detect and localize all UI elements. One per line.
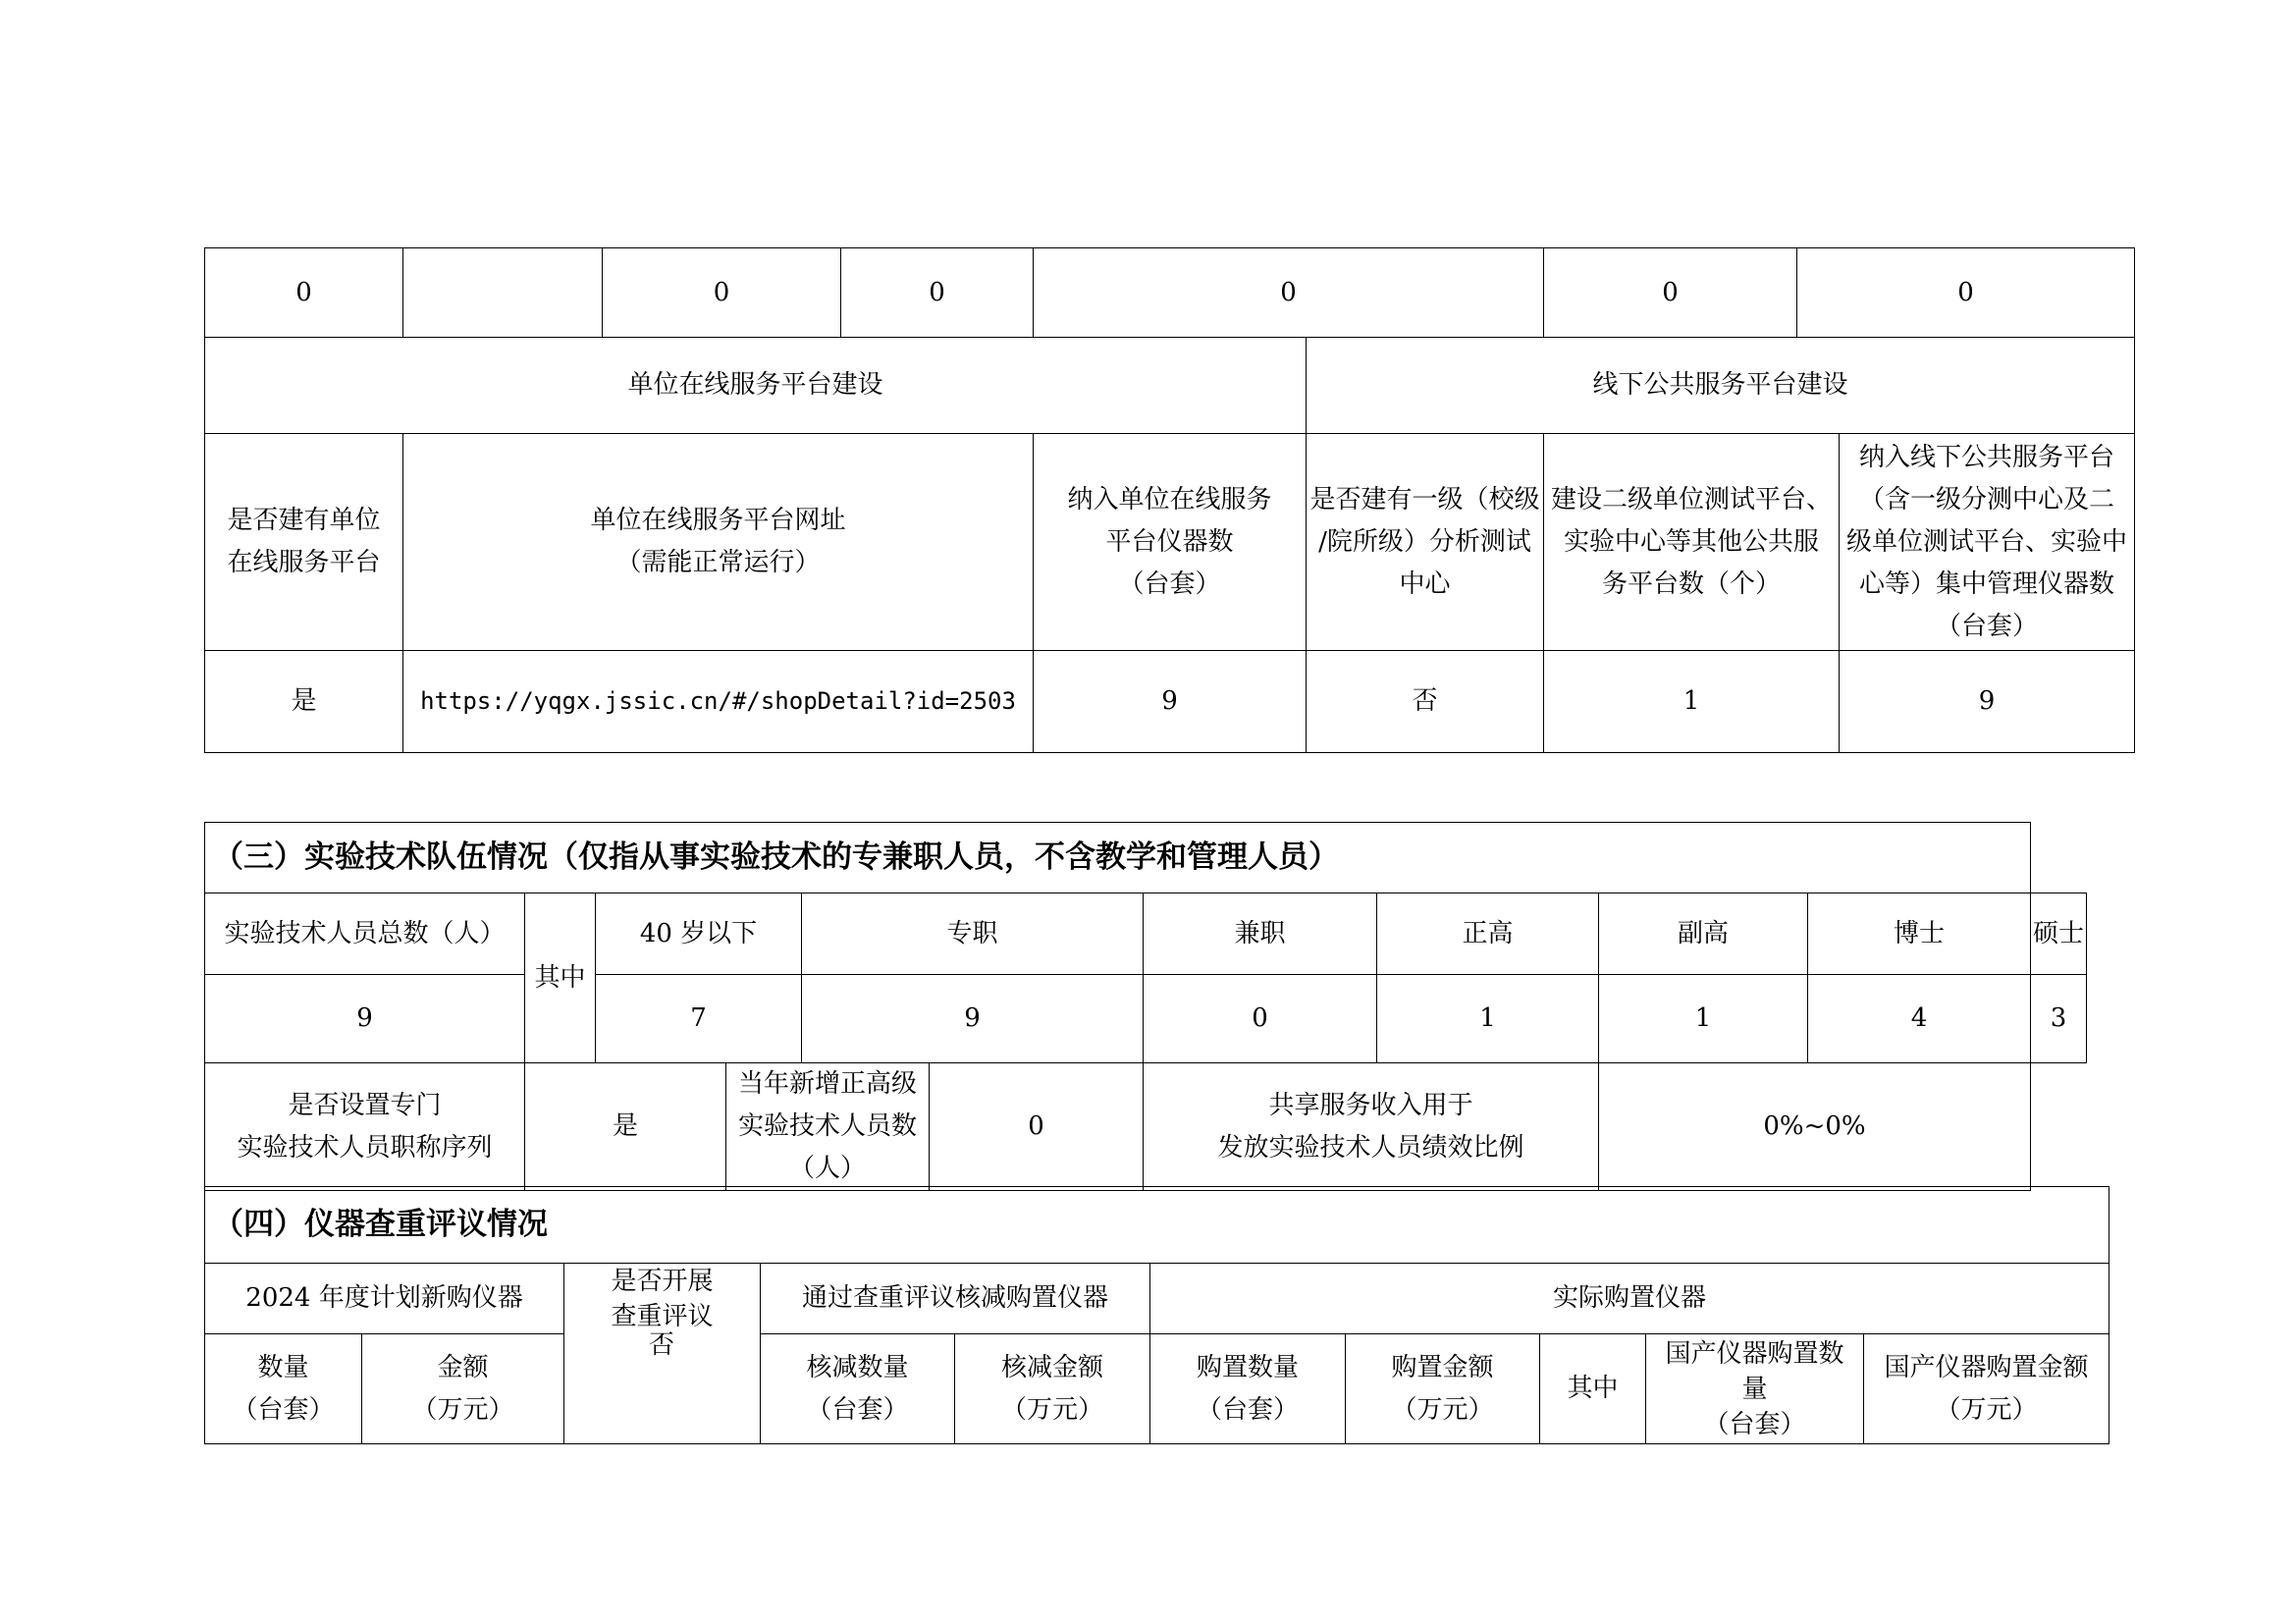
plan-qty-header: 数量 （台套） [205,1334,362,1444]
carryover-cell-1: 0 [205,248,403,338]
team-fulltime-value: 9 [802,975,1144,1063]
second-level-platform-header: 建设二级单位测试平台、 实验中心等其他公共服 务平台数（个） [1544,434,1840,651]
analysis-center-value: 否 [1307,651,1544,753]
team-parttime-value: 0 [1144,975,1377,1063]
carryover-row [205,248,2135,338]
team-master-header: 硕士 [2031,893,2087,975]
carryover-cell-7: 0 [1797,248,2135,338]
carryover-cell-2 [403,248,603,338]
online-platform-url: https://yqgx.jssic.cn/#/shopDetail?id=2503 [403,651,1034,753]
new-senior-header: 当年新增正高级 实验技术人员数（人） [726,1063,930,1191]
review-table [204,1186,2109,1444]
online-platform-title: 单位在线服务平台建设 [205,338,1307,434]
plan-header: 2024 年度计划新购仪器 [205,1264,564,1334]
team-master-value: 3 [2031,975,2087,1063]
plan-amount-header: 金额 （万元） [362,1334,564,1444]
domestic-qty-header: 国产仪器购置数 量 （台套） [1646,1334,1864,1444]
online-instrument-count-value: 9 [1034,651,1307,753]
purchase-among-label: 其中 [1540,1334,1646,1444]
team-table [204,822,2087,1191]
review-conducted-header: 是否开展 查重评议 [564,1264,761,1444]
has-online-platform-value: 是 [205,651,403,753]
reduced-amount-header: 核减金额 （万元） [955,1334,1150,1444]
team-under40-value: 7 [596,975,802,1063]
income-ratio-header: 共享服务收入用于 发放实验技术人员绩效比例 [1144,1063,1599,1191]
analysis-center-header: 是否建有一级（校级 /院所级）分析测试 中心 [1307,434,1544,651]
reduced-header: 通过查重评议核减购置仪器 [761,1264,1150,1334]
platform-title-row [205,338,2135,434]
actual-purchase-header: 实际购置仪器 [1150,1264,2109,1334]
income-ratio-value: 0%~0% [1599,1063,2031,1191]
team-total-value: 9 [205,975,525,1063]
carryover-cell-3: 0 [603,248,841,338]
carryover-cell-6: 0 [1544,248,1797,338]
buy-amount-header: 购置金额 （万元） [1346,1334,1540,1444]
second-level-platform-value: 1 [1544,651,1840,753]
team-senior-header: 正高 [1377,893,1599,975]
team-value-row [205,975,2087,1063]
review-subheader-row [205,1334,2109,1444]
team-senior-value: 1 [1377,975,1599,1063]
review-section-title: （四）仪器查重评议情况 [205,1187,2109,1264]
team-header-row [205,893,2087,975]
team-title-series-row [205,1063,2087,1191]
domestic-amount-header: 国产仪器购置金额 （万元） [1864,1334,2109,1444]
online-instrument-count-header: 纳入单位在线服务 平台仪器数 （台套） [1034,434,1307,651]
team-under40-header: 40 岁以下 [596,893,802,975]
team-section-title: （三）实验技术队伍情况（仅指从事实验技术的专兼职人员，不含教学和管理人员） [205,823,2031,893]
buy-qty-header: 购置数量 （台套） [1150,1334,1346,1444]
team-vice-senior-header: 副高 [1599,893,1808,975]
platform-header-row [205,434,2135,651]
team-total-header: 实验技术人员总数（人） [205,893,525,975]
title-series-value: 是 [525,1063,726,1191]
managed-instrument-header: 纳入线下公共服务平台 （含一级分测中心及二 级单位测试平台、实验中 心等）集中管理仪器数 （台套） [1840,434,2135,651]
review-header-row [205,1264,2109,1334]
reduced-qty-header: 核减数量 （台套） [761,1334,955,1444]
carryover-cell-5: 0 [1034,248,1544,338]
team-section-row [205,823,2087,893]
platform-table [204,247,2135,753]
title-series-header: 是否设置专门 实验技术人员职称序列 [205,1063,525,1191]
has-online-platform-header: 是否建有单位 在线服务平台 [205,434,403,651]
team-parttime-header: 兼职 [1144,893,1377,975]
carryover-cell-4: 0 [841,248,1034,338]
team-vice-senior-value: 1 [1599,975,1808,1063]
team-among-label: 其中 [525,893,596,1063]
team-fulltime-header: 专职 [802,893,1144,975]
review-section-row [205,1187,2109,1264]
online-url-header: 单位在线服务平台网址 （需能正常运行） [403,434,1034,651]
offline-platform-title: 线下公共服务平台建设 [1307,338,2135,434]
platform-value-row [205,651,2135,753]
new-senior-value: 0 [930,1063,1144,1191]
managed-instrument-value: 9 [1840,651,2135,753]
team-phd-header: 博士 [1808,893,2031,975]
review-conducted-value: 否 [648,1330,674,1360]
team-phd-value: 4 [1808,975,2031,1063]
